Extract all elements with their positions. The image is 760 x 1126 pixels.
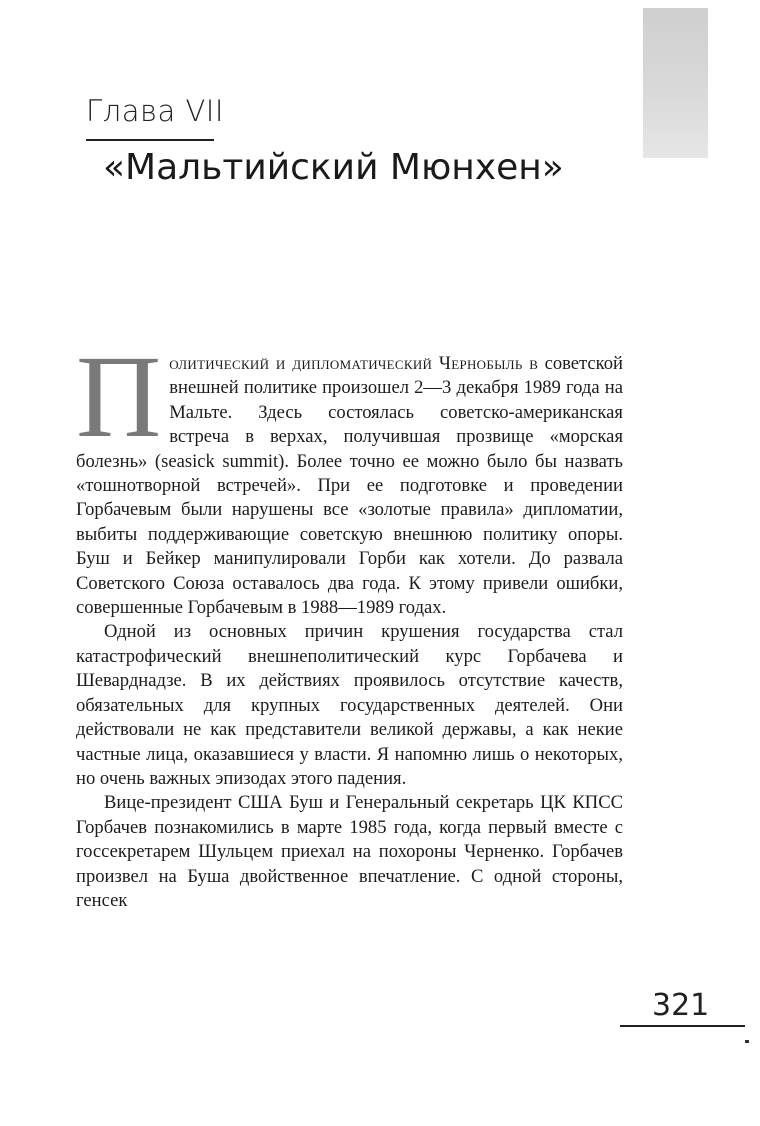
paragraph-1-lead: олитический и дипломатический Чернобыль в: [169, 353, 539, 374]
paragraph-1-text: советской внешней политике произошел 2—3 декабря 1989 года на Мальте. Здесь состоялась советско-американская встреча в верхах, получившая прозвище «морская болезнь» (seasick summit). Более точно ее можно было бы назвать «тошнотворной встречей». При ее подготовке и проведении Горбачевым были нарушены все «золотые правила» дипломатии, выбиты поддерживающие советскую внешнюю политику опоры. Буш и Бейкер манипулировали Горби как хотели. До развала Советского Союза оставалось два года. К этому привели ошибки, совершенные Горбачевым в 1988—1989 годах.: [76, 353, 623, 619]
chapter-underline: [86, 139, 214, 141]
drop-cap: П: [76, 331, 162, 462]
paragraph-3: Вице-президент США Буш и Генеральный секретарь ЦК КПСС Горбачев познакомились в марте 1985 года, когда первый вместе с госсекретарем Шульцем приехал на похороны Черненко. Горбачев произвел на Буша двойственное впечатление. С одной стороны, генсек: [76, 792, 623, 911]
chapter-title: «Мальтийский Мюнхен»: [103, 147, 564, 188]
paragraph-2: Одной из основных причин крушения государства стал катастрофический внешнеполитический курс Горбачева и Шеварднадзе. В их действиях проявилось отсутствие качеств, обязательных для крупных государственных деятелей. Они действовали не как представители великой державы, а как некие частные лица, оказавшиеся у власти. Я напомню лишь о некоторых, но очень важных эпизодах этого падения.: [76, 621, 623, 789]
page-mark: [745, 1040, 749, 1043]
paragraph-1: [76, 331, 623, 620]
page-corner-tab: [643, 8, 708, 158]
chapter-label: Глава VII: [86, 94, 224, 128]
body-text: [76, 331, 623, 913]
page-number-rule: [620, 1025, 745, 1027]
page-number: 321: [652, 988, 710, 1023]
